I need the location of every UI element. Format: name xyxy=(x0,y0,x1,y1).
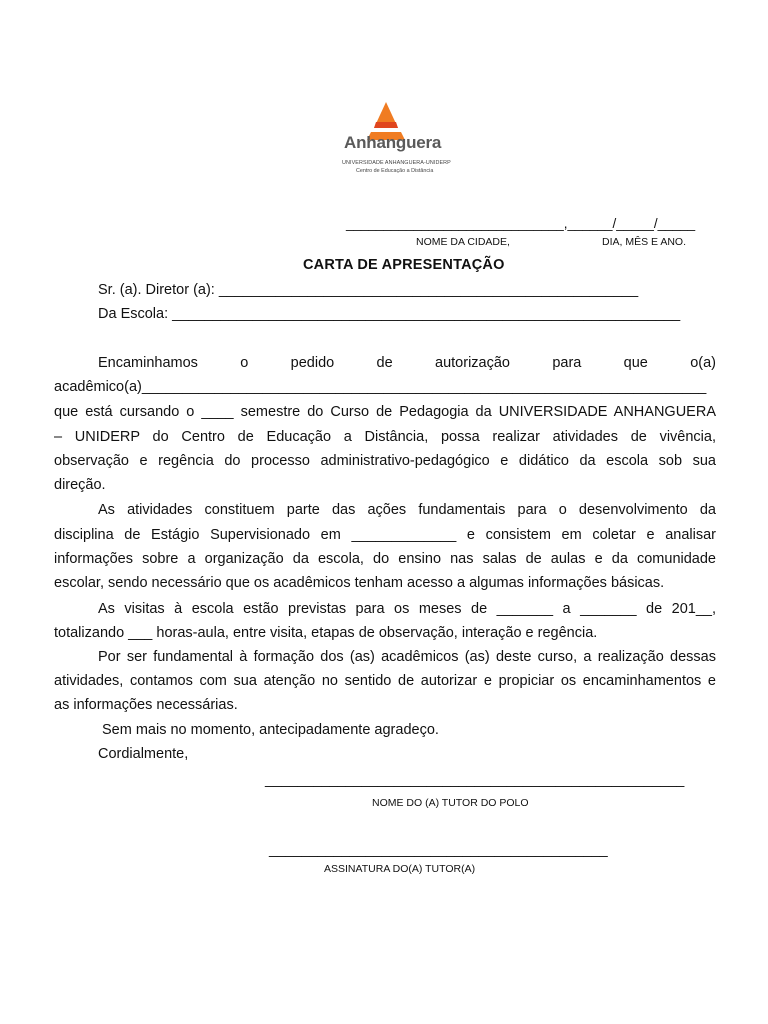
paragraph-1-line-5: observação e regência do processo administrativo-pedagógico e didático da escola sob sua xyxy=(54,453,716,469)
date-label: DIA, MÊS E ANO. xyxy=(602,236,687,248)
document-title: CARTA DE APRESENTAÇÃO xyxy=(303,257,505,273)
paragraph-3-line-1: As visitas à escola estão previstas para os meses de _______ a _______ de 201__, xyxy=(98,601,716,617)
paragraph-4-line-1: Por ser fundamental à formação dos (as) acadêmicos (as) deste curso, a realização dessas xyxy=(98,649,716,665)
city-label: NOME DA CIDADE, xyxy=(416,236,510,248)
logo-subtitle-university: UNIVERSIDADE ANHANGUERA-UNIDERP xyxy=(342,160,451,166)
closing-line: Sem mais no momento, antecipadamente agradeço. xyxy=(102,722,439,738)
paragraph-1-line-6: direção. xyxy=(54,477,106,493)
paragraph-3-line-2: totalizando ___ horas-aula, entre visita, etapas de observação, interação e regência. xyxy=(54,625,598,641)
paragraph-4-line-2: atividades, contamos com sua atenção no sentido de autorizar e propiciar os encaminhamentos e xyxy=(54,673,716,689)
paragraph-2-line-1: As atividades constituem parte das ações fundamentais para o desenvolvimento da xyxy=(98,502,716,518)
paragraph-1-line-4: – UNIDERP do Centro de Educação a Distância, possa realizar atividades de vivência, xyxy=(54,429,716,445)
paragraph-1-line-2: acadêmico(a)______________________________________________________________________ xyxy=(54,379,707,395)
school-line: Da Escola: _______________________________________________________________ xyxy=(98,306,681,322)
logo-name: Anhanguera xyxy=(344,133,442,152)
paragraph-1-line-1: Encaminhamos o pedido de autorização para que o(a) xyxy=(98,355,716,371)
paragraph-1-line-3: que está cursando o ____ semestre do Curso de Pedagogia da UNIVERSIDADE ANHANGUERA xyxy=(54,404,716,420)
tutor-signature-line: __________________________________________ xyxy=(269,842,608,858)
tutor-signature-label: ASSINATURA DO(A) TUTOR(A) xyxy=(324,863,476,875)
logo-subtitle-center: Centro de Educação a Distância xyxy=(356,168,434,174)
paragraph-2-line-3: informações sobre a organização da escola, do ensino nas salas de aulas e da comunidade xyxy=(54,551,716,567)
paragraph-2-line-4: escolar, sendo necessário que os acadêmicos tenham acesso a algumas informações básicas. xyxy=(54,575,665,591)
tutor-name-label: NOME DO (A) TUTOR DO POLO xyxy=(372,797,529,809)
regards-line: Cordialmente, xyxy=(98,746,189,762)
date-line: _____________________________,______/_____/_____ xyxy=(346,216,696,231)
paragraph-2-line-2: disciplina de Estágio Supervisionado em _____________ e consistem em coletar e analisar xyxy=(54,527,716,543)
director-line: Sr. (a). Diretor (a): ____________________________________________________ xyxy=(98,282,639,298)
paragraph-4-line-3: as informações necessárias. xyxy=(54,697,238,713)
tutor-name-line: ____________________________________________________ xyxy=(265,772,685,788)
